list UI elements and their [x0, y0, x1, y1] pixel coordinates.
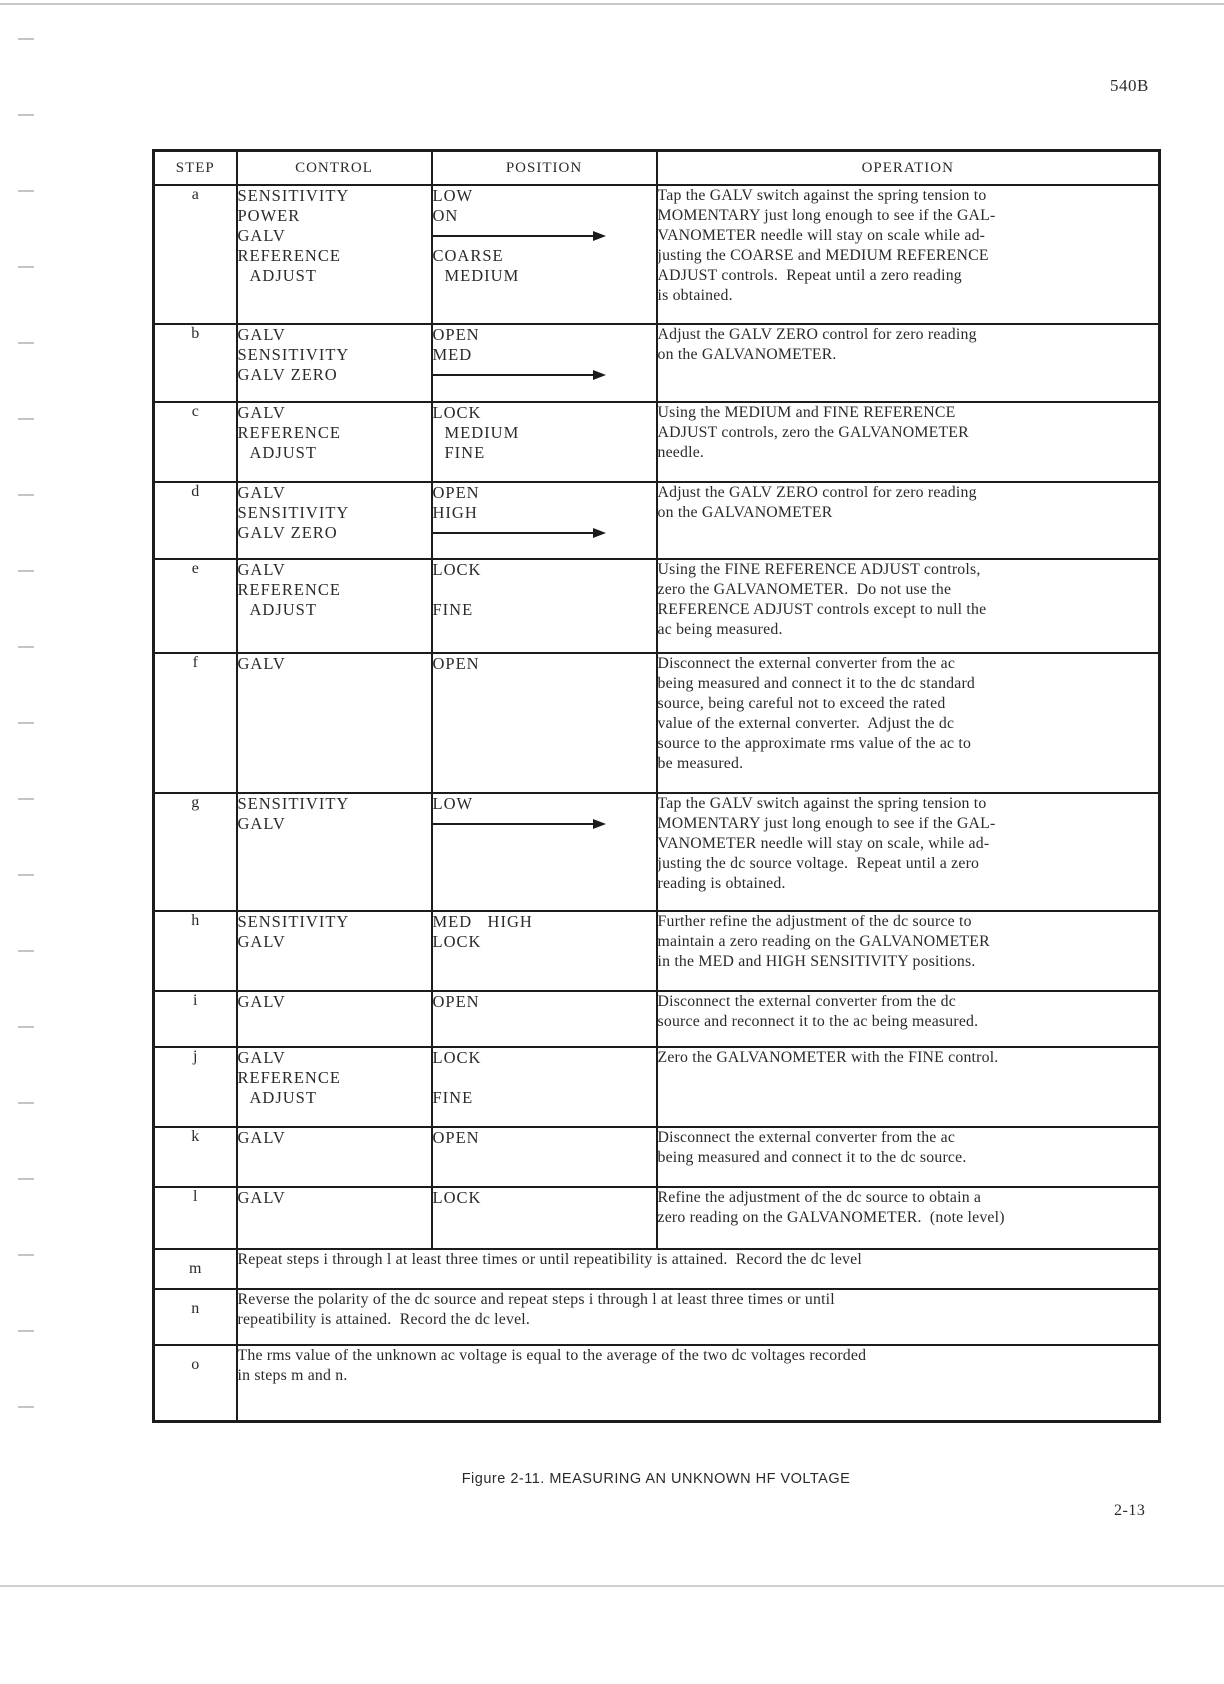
control-lines: [238, 1128, 431, 1148]
control-lines: [238, 560, 431, 620]
operation-line: in the MED and HIGH SENSITIVITY positions.: [657, 953, 976, 970]
operation-line: REFERENCE ADJUST controls except to null the: [657, 601, 987, 618]
step-cell: e: [154, 559, 237, 653]
position-line: COARSE: [432, 246, 504, 265]
operation-cell: [657, 402, 1160, 482]
operation-line: Adjust the GALV ZERO control for zero reading: [657, 326, 977, 343]
scan-top-edge: [0, 3, 1224, 5]
operation-cell: [657, 911, 1160, 991]
margin-tick: [18, 798, 34, 800]
step-cell: f: [154, 653, 237, 793]
control-lines: [238, 654, 431, 674]
instruction-cell: [237, 1289, 1160, 1345]
operation-cell: [657, 991, 1160, 1047]
control-line: GALV: [237, 1128, 286, 1147]
position-lines: [433, 560, 656, 620]
control-line: SENSITIVITY: [237, 345, 350, 364]
operation-line: MOMENTARY just long enough to see if the GAL-: [657, 207, 996, 224]
control-line: GALV: [237, 932, 286, 951]
operation-line: source and reconnect it to the ac being measured.: [657, 1013, 979, 1030]
position-cell: [432, 482, 657, 559]
position-cell: [432, 653, 657, 793]
page-number: 2-13: [1114, 1502, 1146, 1519]
control-line: GALV: [237, 483, 286, 502]
control-line: POWER: [237, 206, 301, 225]
position-lines: [433, 1188, 656, 1208]
operation-line: ADJUST controls. Repeat until a zero reading: [657, 267, 962, 284]
position-line: FINE: [432, 600, 474, 619]
instruction-line: Repeat steps i through l at least three times or until repeatibility is attained. Record the dc level: [237, 1251, 862, 1268]
step-cell: o: [154, 1345, 237, 1421]
control-cell: [237, 653, 432, 793]
position-line: MED HIGH: [432, 912, 533, 931]
table-row: [154, 1289, 1160, 1345]
operation-line: source to the approximate rms value of the ac to: [657, 735, 972, 752]
position-lines: [433, 186, 656, 286]
table-row: [154, 185, 1160, 324]
operation-lines: [658, 912, 1159, 972]
step-cell: c: [154, 402, 237, 482]
position-cell: [432, 1047, 657, 1127]
blank-line: [433, 1068, 656, 1088]
operation-line: Disconnect the external converter from the ac: [657, 1129, 956, 1146]
margin-tick: [18, 342, 34, 344]
operation-line: VANOMETER needle will stay on scale while ad-: [657, 227, 986, 244]
table-row: [154, 402, 1160, 482]
position-lines: [433, 794, 656, 834]
control-line: GALV: [237, 226, 286, 245]
margin-tick: [18, 722, 34, 724]
instruction-cell: [237, 1249, 1160, 1289]
operation-cell: [657, 559, 1160, 653]
position-cell: [432, 402, 657, 482]
operation-lines: [658, 654, 1159, 774]
operation-line: reading is obtained.: [657, 875, 786, 892]
control-lines: [238, 325, 431, 385]
operation-line: Disconnect the external converter from the dc: [657, 993, 956, 1010]
operation-line: ac being measured.: [657, 621, 783, 638]
margin-tick: [18, 38, 34, 40]
operation-line: justing the COARSE and MEDIUM REFERENCE: [657, 247, 989, 264]
operation-line: Adjust the GALV ZERO control for zero reading: [657, 484, 977, 501]
instruction-line: Reverse the polarity of the dc source and repeat steps i through l at least three times or until: [237, 1291, 835, 1308]
operation-line: on the GALVANOMETER.: [657, 346, 837, 363]
operation-cell: [657, 1047, 1160, 1127]
operation-lines: [658, 1188, 1159, 1228]
table-row: [154, 1345, 1160, 1421]
control-line: GALV ZERO: [237, 523, 338, 542]
step-cell: j: [154, 1047, 237, 1127]
right-arrow-icon: [433, 523, 605, 543]
control-line: REFERENCE: [237, 580, 341, 599]
position-line: FINE: [432, 1088, 474, 1107]
control-cell: [237, 402, 432, 482]
control-line: SENSITIVITY: [237, 186, 350, 205]
operation-cell: [657, 653, 1160, 793]
step-cell: n: [154, 1289, 237, 1345]
operation-line: is obtained.: [657, 287, 733, 304]
right-arrow-icon: [433, 814, 605, 834]
position-cell: [432, 991, 657, 1047]
operation-cell: [657, 482, 1160, 559]
operation-lines: [658, 992, 1159, 1032]
control-line: ADJUST: [249, 600, 317, 619]
position-lines: [433, 654, 656, 674]
operation-line: Using the FINE REFERENCE ADJUST controls,: [657, 561, 981, 578]
control-cell: [237, 559, 432, 653]
control-line: GALV ZERO: [237, 365, 338, 384]
operation-lines: [658, 186, 1159, 306]
margin-tick: [18, 1254, 34, 1256]
header-operation: OPERATION: [657, 151, 1160, 186]
operation-line: value of the external converter. Adjust the dc: [657, 715, 955, 732]
control-line: GALV: [237, 560, 286, 579]
operation-line: ADJUST controls, zero the GALVANOMETER: [657, 424, 969, 441]
control-line: GALV: [237, 1048, 286, 1067]
control-cell: [237, 1047, 432, 1127]
operation-line: maintain a zero reading on the GALVANOMETER: [657, 933, 990, 950]
right-arrow-icon: [433, 226, 605, 246]
margin-tick: [18, 1102, 34, 1104]
control-line: GALV: [237, 403, 286, 422]
control-lines: [238, 186, 431, 286]
step-cell: d: [154, 482, 237, 559]
instruction-lines: [238, 1290, 1159, 1330]
position-cell: [432, 559, 657, 653]
operation-line: Refine the adjustment of the dc source to obtain a: [657, 1189, 982, 1206]
control-line: GALV: [237, 654, 286, 673]
position-line: OPEN: [432, 1128, 480, 1147]
control-line: REFERENCE: [237, 1068, 341, 1087]
operation-line: Disconnect the external converter from the ac: [657, 655, 956, 672]
table-row: [154, 653, 1160, 793]
position-line: LOCK: [432, 560, 482, 579]
table-row: [154, 559, 1160, 653]
control-lines: [238, 912, 431, 952]
step-cell: a: [154, 185, 237, 324]
operation-line: needle.: [657, 444, 705, 461]
control-cell: [237, 324, 432, 402]
instruction-lines: [238, 1250, 1159, 1270]
control-line: GALV: [237, 814, 286, 833]
step-cell: i: [154, 991, 237, 1047]
control-cell: [237, 482, 432, 559]
control-line: ADJUST: [249, 1088, 317, 1107]
position-line: MED: [432, 345, 473, 364]
operation-line: being measured and connect it to the dc source.: [657, 1149, 967, 1166]
control-line: SENSITIVITY: [237, 794, 350, 813]
control-line: SENSITIVITY: [237, 912, 350, 931]
control-lines: [238, 1048, 431, 1108]
procedure-table: [152, 149, 1161, 1423]
operation-cell: [657, 324, 1160, 402]
table-row: [154, 991, 1160, 1047]
control-lines: [238, 1188, 431, 1208]
control-cell: [237, 1127, 432, 1187]
binder-margin-marks: [18, 0, 38, 1684]
margin-tick: [18, 190, 34, 192]
control-cell: [237, 911, 432, 991]
position-lines: [433, 483, 656, 543]
operation-lines: [658, 403, 1159, 463]
model-id: 540B: [1110, 76, 1149, 95]
control-cell: [237, 991, 432, 1047]
margin-tick: [18, 646, 34, 648]
position-lines: [433, 912, 656, 952]
position-lines: [433, 1048, 656, 1108]
position-line: LOCK: [432, 403, 482, 422]
operation-line: being measured and connect it to the dc standard: [657, 675, 976, 692]
position-cell: [432, 911, 657, 991]
control-line: GALV: [237, 325, 286, 344]
control-cell: [237, 1187, 432, 1249]
position-line: FINE: [444, 443, 486, 462]
operation-cell: [657, 793, 1160, 911]
right-arrow-icon: [433, 365, 605, 385]
position-line: MEDIUM: [444, 266, 520, 285]
margin-tick: [18, 1178, 34, 1180]
control-line: GALV: [237, 992, 286, 1011]
operation-cell: [657, 185, 1160, 324]
margin-tick: [18, 1330, 34, 1332]
position-line: LOCK: [432, 1188, 482, 1207]
instruction-cell: [237, 1345, 1160, 1421]
position-cell: [432, 1127, 657, 1187]
position-cell: [432, 793, 657, 911]
figure-caption: Figure 2-11. MEASURING AN UNKNOWN HF VOLTAGE: [461, 1471, 851, 1487]
operation-line: Using the MEDIUM and FINE REFERENCE: [657, 404, 956, 421]
control-lines: [238, 794, 431, 834]
position-line: OPEN: [432, 992, 480, 1011]
operation-line: zero reading on the GALVANOMETER. (note level): [657, 1209, 1005, 1226]
position-line: OPEN: [432, 483, 480, 502]
operation-line: on the GALVANOMETER: [657, 504, 833, 521]
position-lines: [433, 325, 656, 385]
operation-line: Tap the GALV switch against the spring tension to: [657, 795, 987, 812]
control-cell: [237, 793, 432, 911]
margin-tick: [18, 874, 34, 876]
position-line: OPEN: [432, 654, 480, 673]
margin-tick: [18, 418, 34, 420]
operation-line: source, being careful not to exceed the rated: [657, 695, 946, 712]
control-line: ADJUST: [249, 266, 317, 285]
operation-lines: [658, 325, 1159, 365]
operation-line: Further refine the adjustment of the dc source to: [657, 913, 972, 930]
operation-lines: [658, 483, 1159, 523]
table-row: [154, 911, 1160, 991]
table-header-row: [154, 151, 1160, 186]
operation-cell: [657, 1187, 1160, 1249]
table-row: [154, 1047, 1160, 1127]
operation-lines: [658, 1128, 1159, 1168]
instruction-line: The rms value of the unknown ac voltage is equal to the average of the two dc voltages recorded: [237, 1347, 867, 1364]
step-cell: g: [154, 793, 237, 911]
margin-tick: [18, 1406, 34, 1408]
table-body: [154, 185, 1160, 1421]
position-line: OPEN: [432, 325, 480, 344]
operation-line: zero the GALVANOMETER. Do not use the: [657, 581, 952, 598]
blank-line: [433, 580, 656, 600]
control-cell: [237, 185, 432, 324]
step-cell: k: [154, 1127, 237, 1187]
header-position: POSITION: [432, 151, 657, 186]
step-cell: b: [154, 324, 237, 402]
instruction-lines: [238, 1346, 1159, 1386]
step-cell: m: [154, 1249, 237, 1289]
header-step: STEP: [154, 151, 237, 186]
position-line: ON: [432, 206, 459, 225]
table-row: [154, 1249, 1160, 1289]
position-line: LOCK: [432, 932, 482, 951]
margin-tick: [18, 570, 34, 572]
header-control: CONTROL: [237, 151, 432, 186]
position-cell: [432, 185, 657, 324]
operation-lines: [658, 794, 1159, 894]
table-row: [154, 324, 1160, 402]
position-line: HIGH: [432, 503, 478, 522]
operation-cell: [657, 1127, 1160, 1187]
operation-line: justing the dc source voltage. Repeat until a zero: [657, 855, 980, 872]
position-line: LOW: [432, 186, 474, 205]
margin-tick: [18, 114, 34, 116]
position-lines: [433, 1128, 656, 1148]
table-row: [154, 793, 1160, 911]
operation-line: VANOMETER needle will stay on scale, while ad-: [657, 835, 990, 852]
position-lines: [433, 992, 656, 1012]
operation-line: Tap the GALV switch against the spring tension to: [657, 187, 987, 204]
control-lines: [238, 992, 431, 1012]
table-row: [154, 482, 1160, 559]
operation-line: be measured.: [657, 755, 744, 772]
control-line: ADJUST: [249, 443, 317, 462]
control-line: REFERENCE: [237, 423, 341, 442]
position-cell: [432, 324, 657, 402]
table-row: [154, 1127, 1160, 1187]
instruction-line: repeatibility is attained. Record the dc level.: [237, 1311, 531, 1328]
control-line: GALV: [237, 1188, 286, 1207]
position-cell: [432, 1187, 657, 1249]
position-line: MEDIUM: [444, 423, 520, 442]
step-cell: h: [154, 911, 237, 991]
table-row: [154, 1187, 1160, 1249]
position-line: LOCK: [432, 1048, 482, 1067]
margin-tick: [18, 950, 34, 952]
margin-tick: [18, 266, 34, 268]
control-line: REFERENCE: [237, 246, 341, 265]
margin-tick: [18, 1026, 34, 1028]
position-line: LOW: [432, 794, 474, 813]
scan-bottom-edge: [0, 1585, 1224, 1587]
operation-lines: [658, 1048, 1159, 1068]
margin-tick: [18, 494, 34, 496]
operation-line: MOMENTARY just long enough to see if the GAL-: [657, 815, 996, 832]
operation-line: Zero the GALVANOMETER with the FINE control.: [657, 1049, 999, 1066]
control-lines: [238, 403, 431, 463]
position-lines: [433, 403, 656, 463]
control-line: SENSITIVITY: [237, 503, 350, 522]
instruction-line: in steps m and n.: [237, 1367, 348, 1384]
control-lines: [238, 483, 431, 543]
step-cell: l: [154, 1187, 237, 1249]
operation-lines: [658, 560, 1159, 640]
